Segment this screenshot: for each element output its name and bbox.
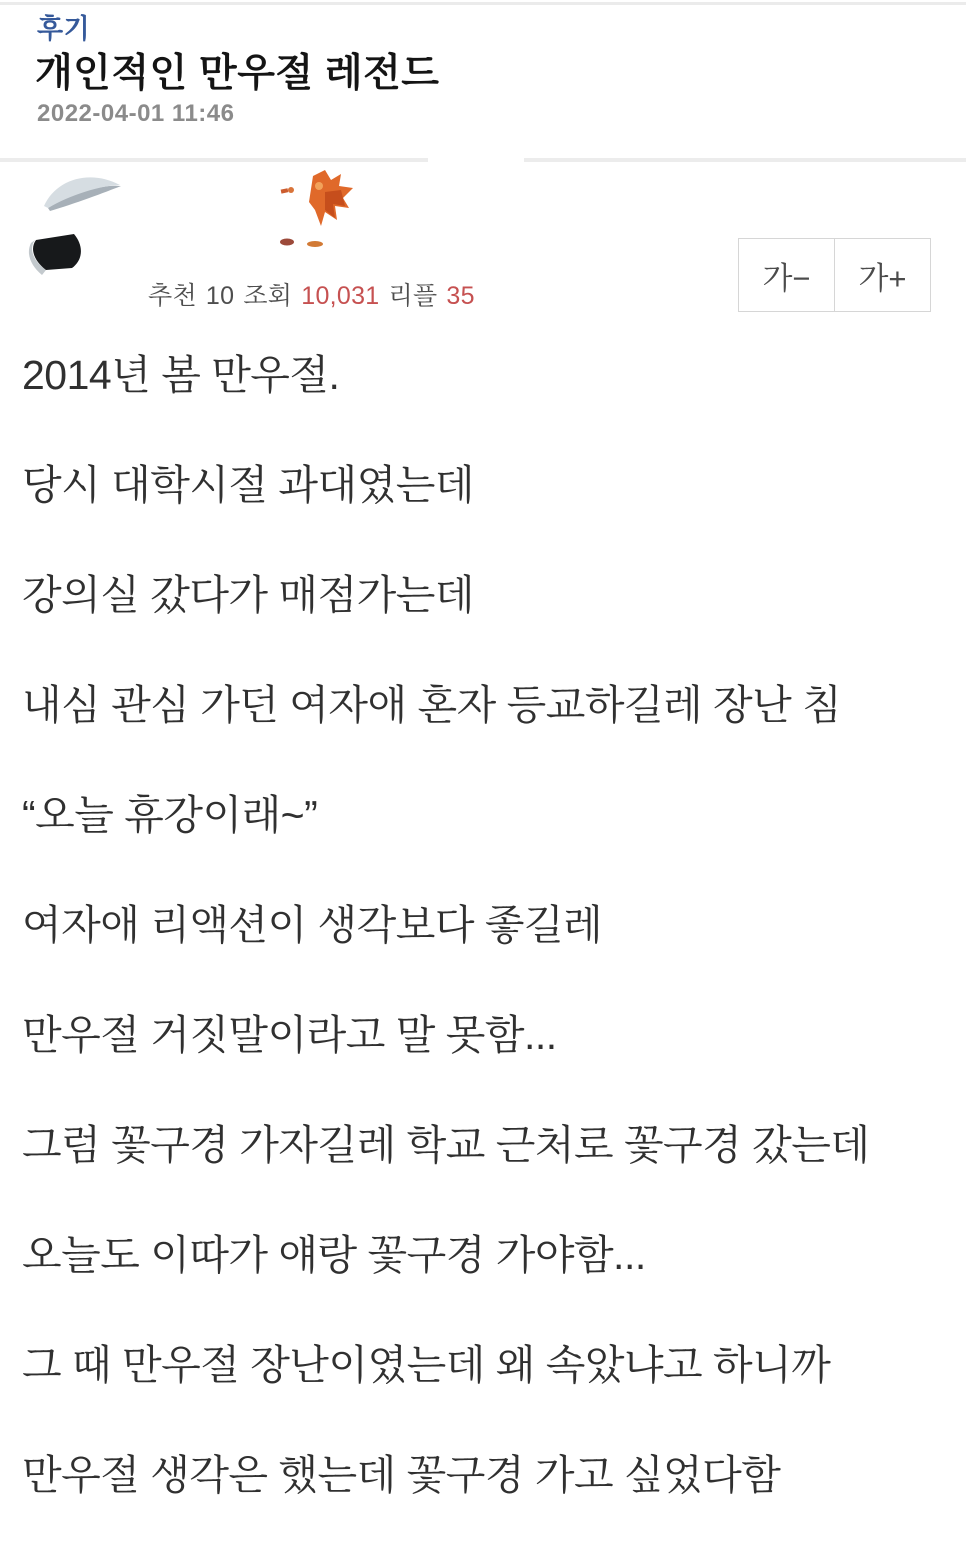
font-decrease-button[interactable]: 가− [738, 238, 835, 312]
board-category-link[interactable]: 후기 [37, 14, 91, 44]
post-stats [148, 276, 484, 312]
post-paragraph: 당시 대학시절 과대였는데 [22, 462, 474, 508]
post-paragraph: 그럼 꽃구경 가자길레 학교 근처로 꽃구경 갔는데 [22, 1122, 870, 1168]
post-paragraph: 그 때 만우절 장난이였는데 왜 속았냐고 하니까 [22, 1342, 831, 1388]
stat-value-likes: 10 [205, 282, 235, 310]
post-paragraph: 여자애 리액션이 생각보다 좋길레 [22, 902, 603, 948]
post-date: 2022-04-01 11:46 [37, 100, 235, 127]
post-body [22, 352, 946, 1562]
post-paragraph: 오늘도 이따가 얘랑 꽃구경 가야함... [22, 1232, 646, 1278]
post-paragraph: “오늘 휴강이래~” [22, 792, 318, 838]
post-paragraph: 만우절 생각은 했는데 꽃구경 가고 싶었다함 [22, 1452, 781, 1498]
post-paragraph: 2014년 봄 만우절. [22, 352, 340, 398]
top-border-line [0, 2, 966, 5]
divider-censor-gap [428, 156, 524, 164]
stat-label-replies: 리플 [388, 282, 438, 310]
stat-value-replies: 35 [446, 282, 475, 310]
post-paragraph: 만우절 거짓말이라고 말 못함... [22, 1012, 557, 1058]
post-paragraph: 내심 관심 가던 여자애 혼자 등교하길레 장난 침 [22, 682, 842, 728]
censored-avatar-icon [22, 162, 132, 282]
font-increase-button[interactable]: 가+ [834, 238, 931, 312]
post-title: 개인적인 만우절 레전드 [35, 52, 440, 95]
stat-label-views: 조회 [243, 282, 293, 310]
font-size-controls [738, 238, 931, 312]
flame-remnant-icon [275, 162, 375, 262]
stat-label-likes: 추천 [148, 282, 197, 310]
post-paragraph: 강의실 갔다가 매점가는데 [22, 572, 474, 618]
stat-value-views: 10,031 [301, 282, 380, 310]
